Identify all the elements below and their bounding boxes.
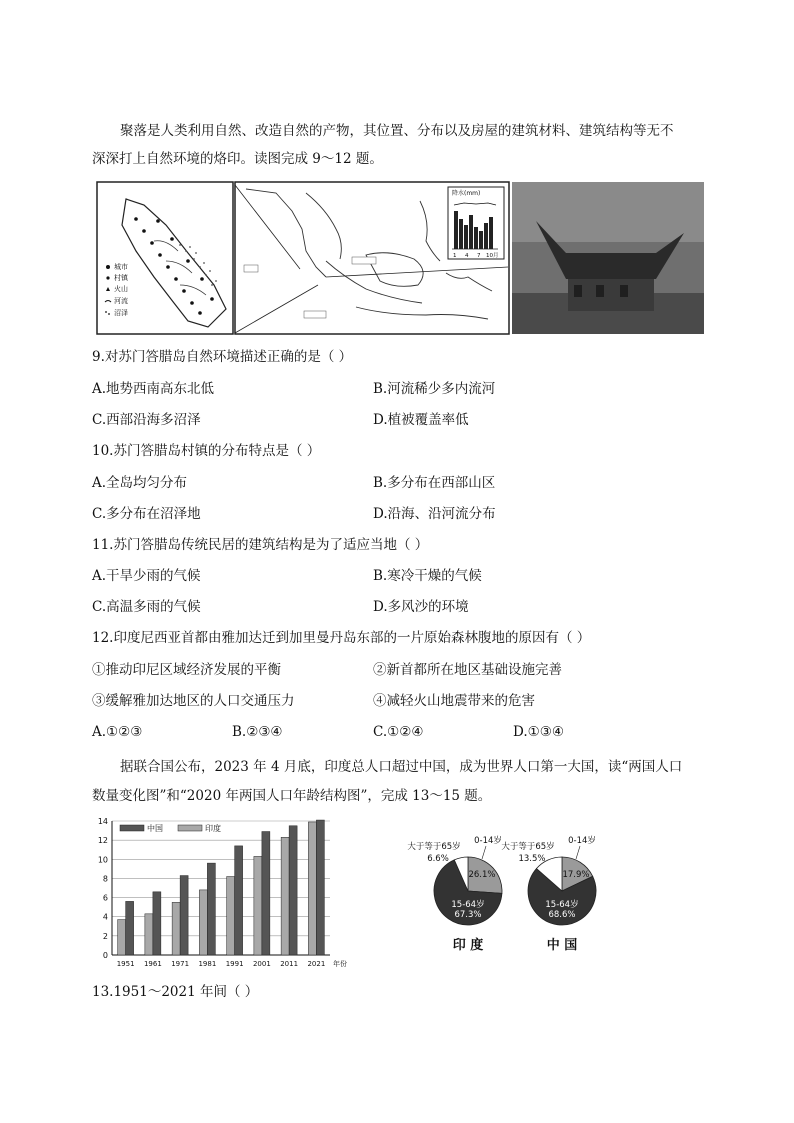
svg-text:4: 4 (465, 253, 469, 259)
legend-volcano: 火山 (114, 285, 128, 293)
legend-label-china: 中国 (147, 824, 163, 833)
bar-legend (120, 823, 221, 833)
bar-india-1981 (199, 890, 207, 955)
sumatra-map-svg (96, 181, 705, 337)
bar-india-2021 (308, 822, 316, 955)
pie-leader-line (576, 846, 580, 859)
y-tick-label: 14 (97, 817, 108, 826)
bar-india-1971 (172, 902, 180, 955)
svg-text:10月: 10月 (486, 253, 499, 259)
y-tick-label: 10 (97, 855, 108, 865)
bar-china-2001 (262, 832, 270, 955)
legend-swatch-india (178, 825, 202, 831)
q9-option-c[interactable]: C.西部沿海多沼泽 (92, 412, 201, 428)
y-tick-label: 2 (102, 931, 108, 941)
pie-label-0-14-pct: 26.1% (468, 870, 496, 880)
y-tick-label: 0 (102, 951, 108, 960)
x-tick-label: 1961 (143, 960, 162, 968)
bar-india-1991 (227, 877, 235, 955)
legend-village: 村镇 (114, 274, 128, 282)
pie-title: 印 度 (452, 938, 484, 953)
pie-chart-svg (372, 825, 612, 957)
intro2-paragraph-line-2: 数量变化图”和“2020 年两国人口年龄结构图”，完成 13～15 题。 (92, 788, 492, 804)
bar-china-1981 (207, 863, 215, 955)
svg-text:1: 1 (453, 253, 457, 259)
climate-chart-label: 降水(mm) (452, 190, 481, 197)
legend-swamp: 沼泽 (114, 309, 128, 317)
y-tick-label: 12 (97, 836, 108, 846)
question-13-stem: 13.1951～2021 年间（ ） (92, 984, 259, 1000)
y-tick-label: 8 (102, 874, 108, 884)
sumatra-figure (96, 181, 705, 337)
pie-label-65plus-name: 大于等于65岁 (407, 842, 461, 852)
pie-label-65plus-pct: 6.6% (427, 854, 449, 864)
q10-option-a[interactable]: A.全岛均匀分布 (92, 475, 188, 491)
legend-swatch-china (120, 825, 144, 831)
legend-river: 河流 (114, 297, 128, 305)
traditional-house-photo (512, 182, 704, 334)
bar-china-1951 (126, 901, 134, 955)
y-tick-label: 6 (102, 893, 108, 903)
bar-china-2011 (289, 826, 297, 955)
bar-india-1951 (118, 920, 126, 955)
climate-chart-inset (448, 187, 504, 259)
x-tick-label: 1981 (198, 960, 217, 968)
q11-option-b[interactable]: B.寒冷干燥的气候 (373, 568, 482, 584)
svg-text:7: 7 (477, 253, 481, 259)
x-axis-label: 年份 (333, 960, 347, 968)
bar-india-1961 (145, 914, 153, 955)
q12-statement-4: ④减轻火山地震带来的危害 (373, 693, 535, 709)
q12-option-d[interactable]: D.①③④ (513, 724, 564, 740)
question-12-stem: 12.印度尼西亚首都由雅加达迁到加里曼丹岛东部的一片原始森林腹地的原因有（ ） (92, 630, 591, 646)
legend-label-india: 印度 (205, 824, 221, 833)
legend-city: 城市 (114, 263, 128, 271)
pie-label-0-14-pct: 17.9% (562, 870, 590, 880)
question-11-stem: 11.苏门答腊岛传统民居的建筑结构是为了适应当地（ ） (92, 537, 429, 553)
q11-option-c[interactable]: C.高温多雨的气候 (92, 599, 201, 615)
pie-label-65plus-name: 大于等于65岁 (501, 842, 555, 852)
pie-label-15-64-pct: 67.3% (454, 910, 482, 920)
q9-option-d[interactable]: D.植被覆盖率低 (373, 412, 469, 428)
pie-label-15-64-name: 15-64岁 (545, 900, 579, 910)
q9-option-a[interactable]: A.地势西南高东北低 (92, 381, 215, 397)
pie-0 (407, 835, 502, 953)
pie-label-65plus-pct: 13.5% (518, 854, 546, 864)
q10-option-c[interactable]: C.多分布在沼泽地 (92, 506, 201, 522)
x-tick-label: 2001 (252, 960, 271, 968)
pie-label-0-14-name: 0-14岁 (474, 836, 502, 846)
x-tick-label: 1971 (171, 960, 190, 968)
x-tick-label: 2011 (280, 960, 299, 968)
q9-option-b[interactable]: B.河流稀少多内流河 (373, 381, 496, 397)
bar-india-2011 (281, 837, 289, 955)
intro2-paragraph-line-1: 据联合国公布，2023 年 4 月底，印度总人口超过中国，成为世界人口第一大国，读“两国人口 (120, 759, 683, 775)
bar-india-2001 (254, 856, 262, 955)
bar-china-1991 (235, 846, 243, 955)
pie-1 (501, 835, 596, 953)
bar-china-2021 (316, 820, 324, 955)
q12-statement-3: ③缓解雅加达地区的人口交通压力 (92, 693, 295, 709)
pie-label-0-14-name: 0-14岁 (568, 836, 596, 846)
q10-option-b[interactable]: B.多分布在西部山区 (373, 475, 496, 491)
q11-option-a[interactable]: A.干旱少雨的气候 (92, 568, 201, 584)
x-tick-label: 2021 (307, 960, 326, 968)
question-10-stem: 10.苏门答腊岛村镇的分布特点是（ ） (92, 443, 321, 459)
question-9-stem: 9.对苏门答腊岛自然环境描述正确的是（ ） (92, 349, 353, 365)
pie-title: 中 国 (546, 938, 578, 953)
q12-statement-2: ②新首都所在地区基础设施完善 (373, 662, 562, 678)
bar-china-1961 (153, 892, 161, 955)
x-tick-label: 1991 (225, 960, 244, 968)
y-tick-label: 4 (102, 912, 108, 922)
pie-label-15-64-name: 15-64岁 (451, 900, 485, 910)
q12-option-c[interactable]: C.①②④ (373, 724, 424, 740)
q10-option-d[interactable]: D.沿海、沿河流分布 (373, 506, 496, 522)
age-structure-pie-charts (372, 825, 612, 957)
pie-label-15-64-pct: 68.6% (548, 910, 576, 920)
population-bar-chart (90, 815, 360, 975)
q12-option-a[interactable]: A.①②③ (92, 724, 143, 740)
q11-option-d[interactable]: D.多风沙的环境 (373, 599, 469, 615)
q12-statement-1: ①推动印尼区域经济发展的平衡 (92, 662, 281, 678)
bar-chart-svg (90, 815, 360, 975)
intro-paragraph-line-1: 聚落是人类利用自然、改造自然的产物，其位置、分布以及房屋的建筑材料、建筑结构等无不 (120, 123, 674, 139)
x-tick-label: 1951 (116, 960, 135, 968)
intro-paragraph-line-2: 深深打上自然环境的烙印。读图完成 9～12 题。 (92, 151, 383, 167)
q12-option-b[interactable]: B.②③④ (232, 724, 283, 740)
bar-china-1971 (180, 876, 188, 955)
pie-leader-line (482, 846, 486, 859)
